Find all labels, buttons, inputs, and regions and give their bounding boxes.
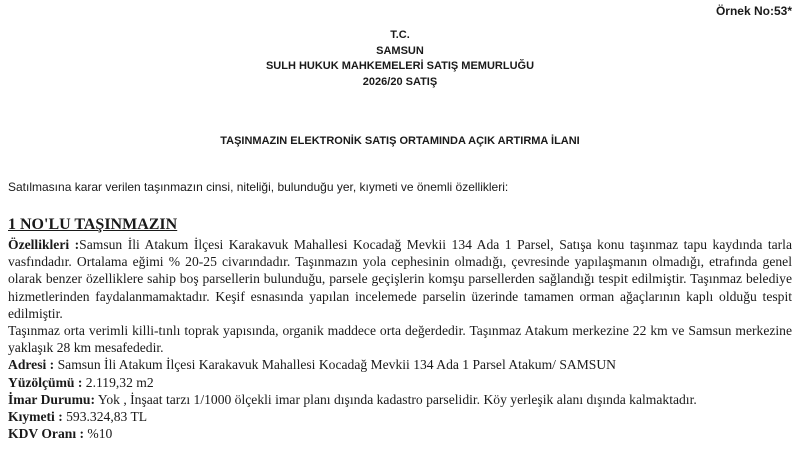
intro-text: Satılmasına karar verilen taşınmazın cinsi, niteliği, bulunduğu yer, kıymeti ve önemli özellikleri:: [8, 180, 509, 194]
value-amount: 593.324,83 TL: [62, 409, 148, 425]
zoning-label: İmar Durumu:: [8, 391, 95, 407]
property-details: [8, 236, 792, 442]
address-row: [8, 356, 792, 373]
ornek-number: Örnek No:53*: [715, 4, 792, 18]
vat-value: %10: [84, 426, 113, 442]
value-row: [8, 408, 792, 425]
court-header: [0, 28, 800, 90]
address-label: Adresi :: [8, 357, 55, 373]
vat-label: KDV Oranı :: [8, 426, 85, 442]
address-value: Samsun İli Atakum İlçesi Karakavuk Mahallesi Kocadağ Mevkii 134 Ada 1 Parsel Atakum/ SAMSUN: [54, 357, 616, 373]
features-paragraph: [8, 236, 792, 322]
area-row: [8, 374, 792, 391]
header-line-file-number: 2026/20 SATIŞ: [362, 75, 438, 88]
value-label: Kıymeti :: [8, 409, 63, 425]
area-label: Yüzölçümü :: [8, 374, 83, 390]
features-label: Özellikleri :: [8, 237, 80, 252]
announcement-title: TAŞINMAZIN ELEKTRONİK SATIŞ ORTAMINDA AÇIK ARTIRMA İLANI: [220, 135, 580, 147]
area-value: 2.119,32 m2: [82, 374, 154, 390]
header-line-tc: T.C.: [390, 29, 410, 41]
property-title: 1 NO'LU TAŞINMAZIN: [8, 216, 178, 233]
zoning-row: [8, 391, 792, 408]
vat-row: [8, 425, 792, 442]
soil-distance-paragraph: Taşınmaz orta verimli killi-tınlı toprak yapısında, organik maddece orta değerdedir. Taşınmaz Atakum merkezine 22 km ve Samsun merkezine yaklaşık 28 km mesafededir.: [8, 323, 792, 356]
header-line-city: SAMSUN: [376, 44, 424, 57]
features-text: Samsun İli Atakum İlçesi Karakavuk Mahallesi Kocadağ Mevkii 134 Ada 1 Parsel, Satışa konu taşınmaz tapu kaydında tarla vasfındadır. Ortalama eğimi % 20-25 civarındadır. Taşınmazın yola cephesinin olmadığı, çevresinde yapılaşmanın olmadığı, etrafında genel olarak benzer özelliklere sahip boş parsellerin bulunduğu, parsele geçişlerin komşu parsellerden sağlandığı tespit edilmiştir. Taşınmaz belediye hizmetlerinden faydalanmamaktadır. Keşif esnasında yapılan incelemede parselin üzerinde tamamen orman ağaçlarının kaplı olduğu tespit edilmiştir.: [8, 237, 792, 321]
header-line-office: SULH HUKUK MAHKEMELERİ SATIŞ MEMURLUĞU: [265, 60, 535, 72]
zoning-value: Yok , İnşaat tarzı 1/1000 ölçekli imar planı dışında kadastro parselidir. Köy yerleşik alanı dışında kalmaktadır.: [94, 391, 697, 407]
